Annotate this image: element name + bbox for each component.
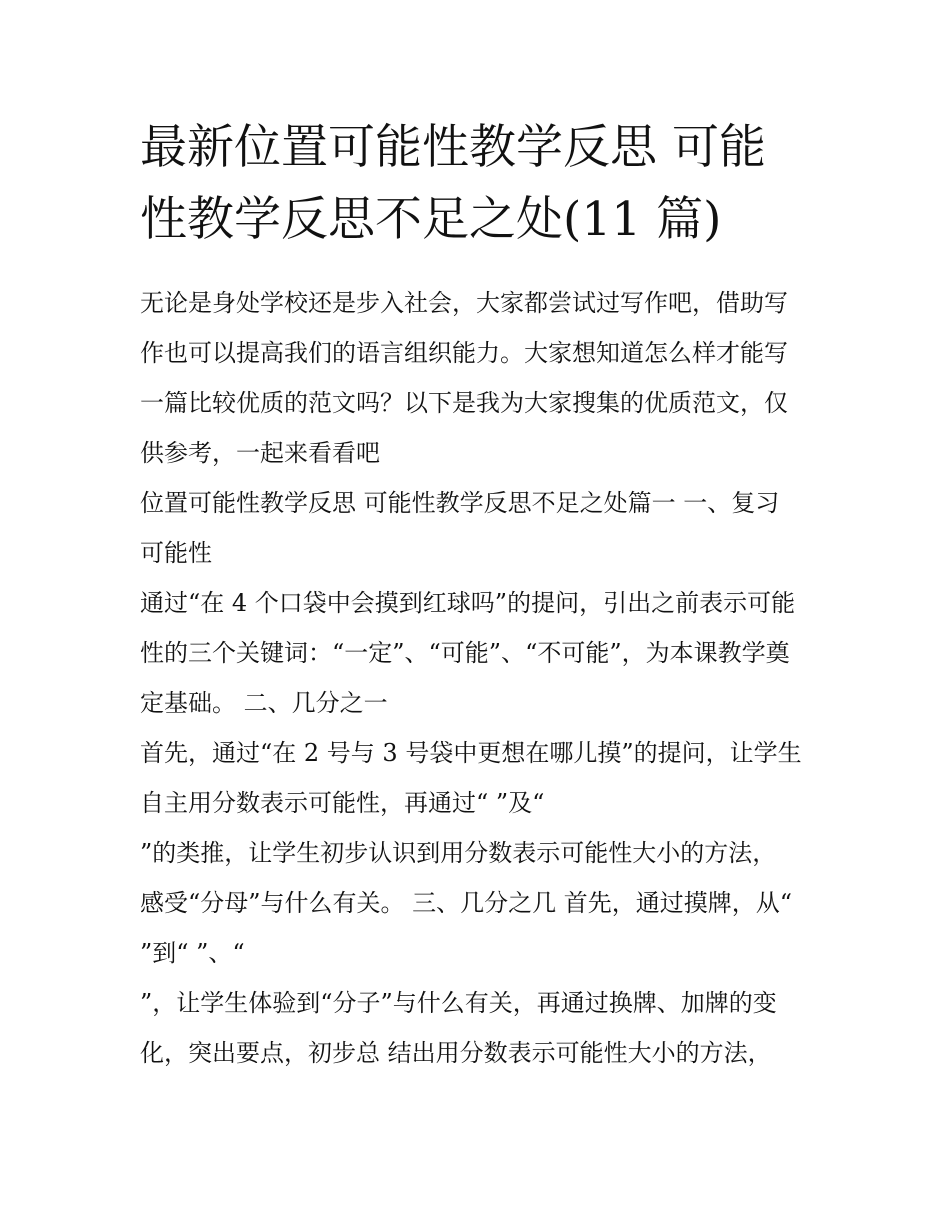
title-line-2: 性教学反思不足之处(11 篇) bbox=[140, 192, 722, 247]
document-title bbox=[140, 112, 820, 256]
body-line: 供参考，一起来看看吧 bbox=[140, 439, 380, 467]
body-line: 定基础。 二、几分之一 bbox=[140, 689, 388, 717]
body-line: 位置可能性教学反思 可能性教学反思不足之处篇一 一、复习 bbox=[140, 489, 780, 517]
body-line: 作也可以提高我们的语言组织能力。大家想知道怎么样才能写 bbox=[140, 339, 788, 367]
body-line: 可能性 bbox=[140, 539, 212, 567]
body-line: 化，突出要点，初步总 结出用分数表示可能性大小的方法， bbox=[140, 1039, 772, 1067]
body-line: ”的类推，让学生初步认识到用分数表示可能性大小的方法， bbox=[140, 839, 777, 867]
body-line: ”，让学生体验到“分子”与什么有关，再通过换牌、加牌的变 bbox=[140, 989, 777, 1017]
body-line: 一篇比较优质的范文吗？以下是我为大家搜集的优质范文，仅 bbox=[140, 389, 788, 417]
body-line: 无论是身处学校还是步入社会，大家都尝试过写作吧，借助写 bbox=[140, 289, 788, 317]
body-line: 感受“分母”与什么有关。 三、几分之几 首先，通过摸牌，从“ bbox=[140, 889, 793, 917]
body-line: 首先，通过“在 2 号与 3 号袋中更想在哪儿摸”的提问，让学生 bbox=[140, 739, 802, 767]
body-line: ”到“ ”、“ bbox=[140, 939, 245, 967]
body-line: 性的三个关键词：“一定”、“可能”、“不可能”，为本课教学奠 bbox=[140, 639, 790, 667]
document-body bbox=[140, 278, 830, 1078]
body-line: 通过“在 4 个口袋中会摸到红球吗”的提问，引出之前表示可能 bbox=[140, 589, 796, 617]
body-line: 自主用分数表示可能性，再通过“ ”及“ bbox=[140, 789, 545, 817]
title-line-1: 最新位置可能性教学反思 可能 bbox=[140, 120, 766, 175]
